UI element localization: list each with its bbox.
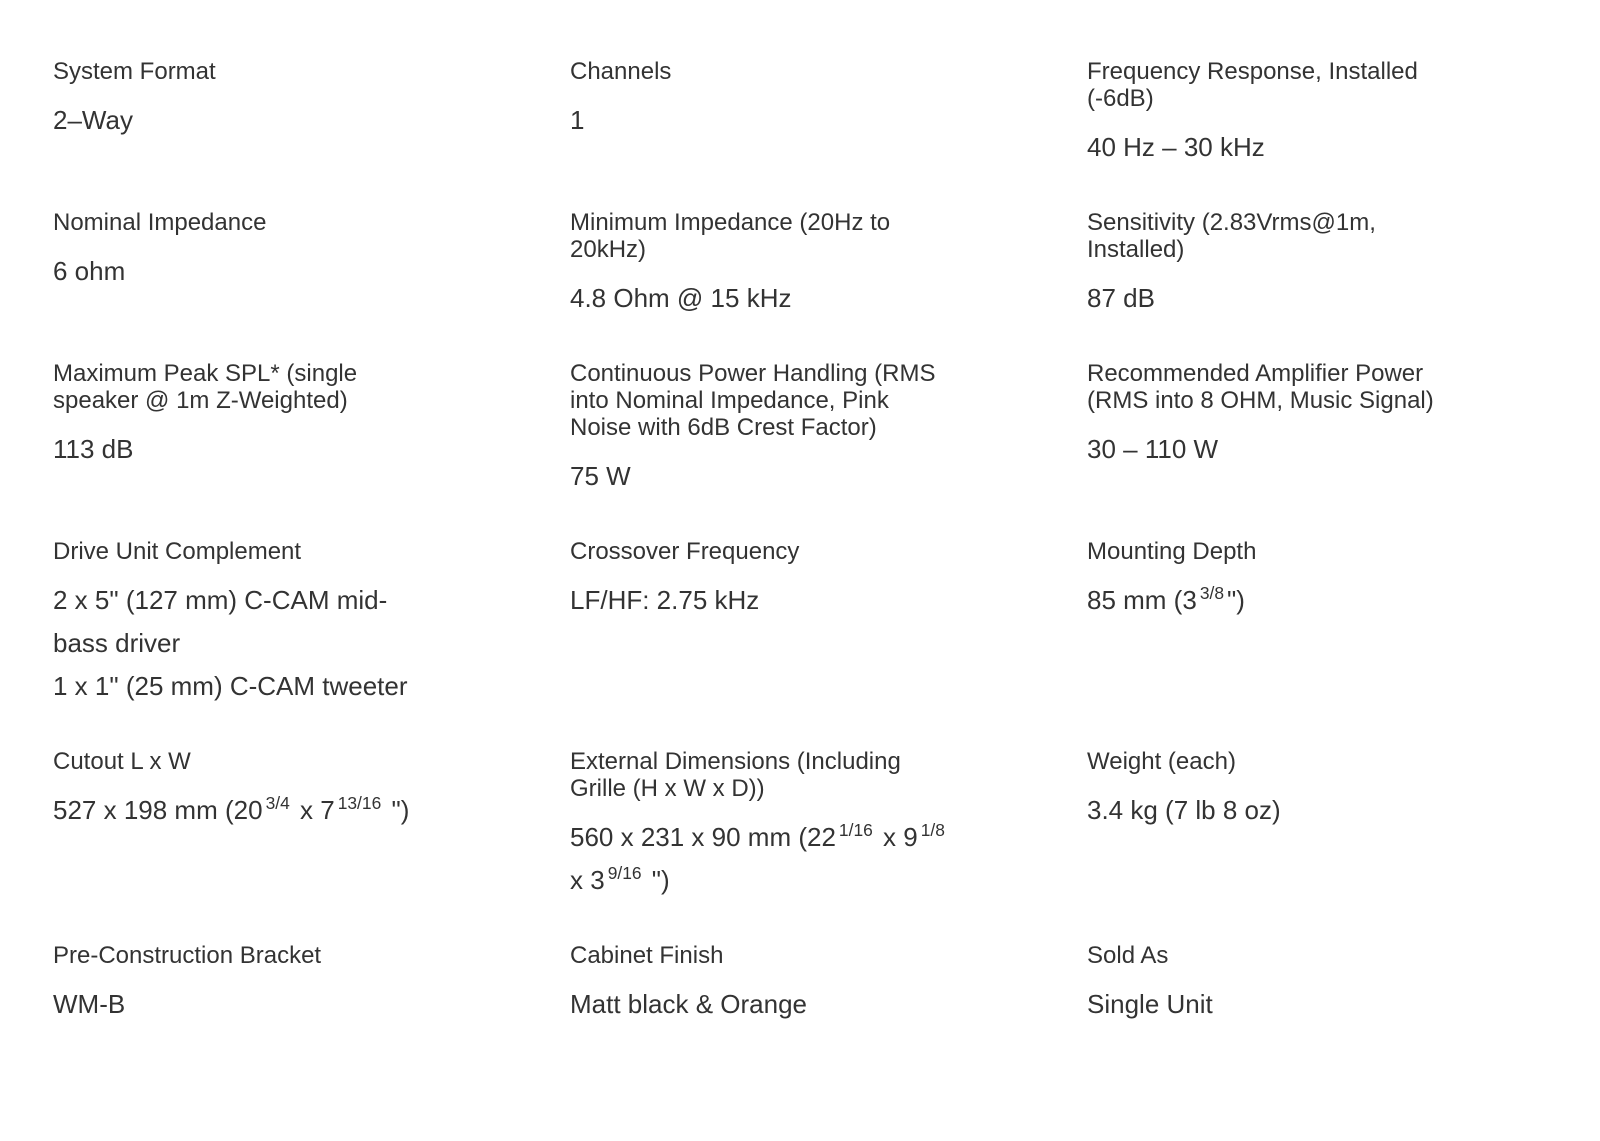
spec-label: System Format: [53, 58, 216, 85]
spec-cell-cutout: [53, 748, 438, 902]
spec-label: Maximum Peak SPL* (single speaker @ 1m Z-Weighted): [53, 360, 358, 414]
spec-label: Weight (each): [1087, 748, 1236, 775]
spec-label: Crossover Frequency: [570, 538, 800, 565]
spec-label: Sensitivity (2.83Vrms@1m, Installed): [1087, 209, 1376, 263]
spec-label: Nominal Impedance: [53, 209, 267, 236]
spec-cell-weight: [1087, 748, 1472, 902]
spec-value: Matt black & Orange: [570, 989, 807, 1019]
spec-cell-maximum-peak-spl: [53, 360, 438, 498]
spec-label: Channels: [570, 58, 672, 85]
spec-label: Recommended Amplifier Power (RMS into 8 OHM, Music Signal): [1087, 360, 1434, 414]
spec-cell-external-dimensions: [570, 748, 955, 902]
spec-label: Mounting Depth: [1087, 538, 1257, 565]
spec-value: LF/HF: 2.75 kHz: [570, 585, 760, 615]
spec-value: 75 W: [570, 461, 631, 491]
spec-value: Single Unit: [1087, 989, 1213, 1019]
spec-value: 2 x 5" (127 mm) C-CAM mid-bass driver: [53, 585, 388, 658]
spec-cell-cabinet-finish: [570, 942, 955, 1026]
spec-value: WM-B: [53, 989, 126, 1019]
spec-cell-system-format: [53, 58, 438, 169]
spec-value: 6 ohm: [53, 256, 126, 286]
spec-cell-channels: [570, 58, 955, 169]
spec-value: 2–Way: [53, 105, 133, 135]
spec-value: 30 – 110 W: [1087, 434, 1219, 464]
spec-cell-frequency-response: [1087, 58, 1472, 169]
spec-cell-recommended-amplifier-power: [1087, 360, 1472, 498]
spec-value: 1: [570, 105, 585, 135]
spec-cell-sold-as: [1087, 942, 1472, 1026]
spec-value: 85 mm (3 $^{3/8}$ "): [1087, 583, 1245, 615]
spec-value: 87 dB: [1087, 283, 1155, 313]
spec-value: 4.8 Ohm @ 15 kHz: [570, 283, 792, 313]
spec-value: 113 dB: [53, 434, 134, 464]
spec-label: External Dimensions (Including Grille (H x W x D)): [570, 748, 901, 802]
spec-cell-pre-construction-bracket: [53, 942, 438, 1026]
spec-cell-minimum-impedance: [570, 209, 955, 320]
spec-value: 560 x 231 x 90 mm (22 $^{1/16}$ x 9 $^{1/8}$ x 3 $^{9/16}$ "): [570, 820, 945, 895]
spec-label: Cabinet Finish: [570, 942, 724, 969]
spec-label: Minimum Impedance (20Hz to 20kHz): [570, 209, 891, 263]
spec-label: Continuous Power Handling (RMS into Nominal Impedance, Pink Noise with 6dB Crest Factor): [570, 360, 936, 441]
spec-cell-crossover-frequency: [570, 538, 955, 708]
spec-label: Pre-Construction Bracket: [53, 942, 322, 969]
spec-label: Sold As: [1087, 942, 1169, 969]
spec-label: Cutout L x W: [53, 748, 191, 775]
spec-cell-continuous-power-handling: [570, 360, 955, 498]
spec-cell-drive-unit-complement: [53, 538, 438, 708]
spec-label: Frequency Response, Installed (-6dB): [1087, 58, 1418, 112]
spec-cell-sensitivity: [1087, 209, 1472, 320]
spec-value: 40 Hz – 30 kHz: [1087, 132, 1265, 162]
spec-cell-nominal-impedance: [53, 209, 438, 320]
spec-value: 3.4 kg (7 lb 8 oz): [1087, 795, 1281, 825]
spec-cell-mounting-depth: [1087, 538, 1472, 708]
spec-value: 1 x 1" (25 mm) C-CAM tweeter: [53, 671, 408, 701]
spec-value: 527 x 198 mm (20 $^{3/4}$ x 7 $^{13/16}$ "): [53, 793, 410, 825]
spec-label: Drive Unit Complement: [53, 538, 302, 565]
